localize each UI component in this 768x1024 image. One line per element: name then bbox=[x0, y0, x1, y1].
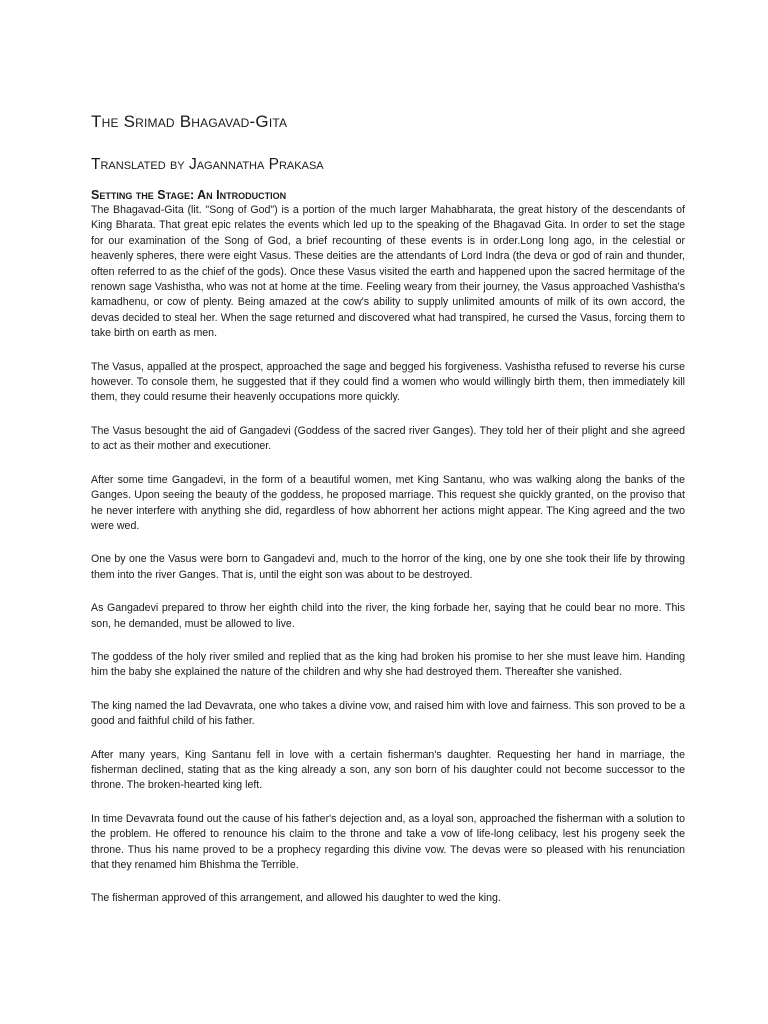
document-title: The Srimad Bhagavad-Gita bbox=[91, 112, 288, 131]
document-body bbox=[91, 112, 685, 925]
paragraph-4: After some time Gangadevi, in the form of a beautiful women, met King Santanu, who was walking along the banks of the Ganges. Upon seeing the beauty of the goddess, he proposed marriage. This request she quickly granted, on the proviso that he never interfere with anything she did, regardless of how abhorrent her actions might appear. The King agreed and the two were wed. bbox=[91, 473, 685, 532]
paragraph-10: In time Devavrata found out the cause of his father's dejection and, as a loyal son, approached the fisherman with a solution to the problem. He offered to renounce his claim to the throne and take a vow of life-long celibacy, lest his progeny seek the throne. Thus his name proved to be a prophecy regarding this divine vow. The devas were so pleased with his renunciation that they renamed him Bhishma the Terrible. bbox=[91, 812, 685, 871]
paragraph-3: The Vasus besought the aid of Gangadevi (Goddess of the sacred river Ganges). They told her of their plight and she agreed to act as their mother and executioner. bbox=[91, 424, 685, 453]
paragraph-9: After many years, King Santanu fell in love with a certain fisherman's daughter. Requesting her hand in marriage, the fisherman declined, stating that as the king already a son, any son born of his daughter could not become successor to the throne. The broken-hearted king left. bbox=[91, 748, 685, 792]
paragraph-8: The king named the lad Devavrata, one who takes a divine vow, and raised him with love and fairness. This son proved to be a good and faithful child of his father. bbox=[91, 699, 685, 728]
section-heading: Setting the Stage: An Introduction bbox=[91, 188, 287, 202]
paragraph-6: As Gangadevi prepared to throw her eighth child into the river, the king forbade her, saying that he could bear no more. This son, he demanded, must be allowed to live. bbox=[91, 602, 685, 630]
document-subtitle: Translated by Jagannatha Prakasa bbox=[91, 156, 324, 173]
paragraph-7: The goddess of the holy river smiled and replied that as the king had broken his promise to her she must leave him. Handing him the baby she explained the nature of the children and why she had destroyed them. Thereafter she vanished. bbox=[91, 650, 685, 679]
paragraph-5: One by one the Vasus were born to Gangadevi and, much to the horror of the king, one by one she took their life by throwing them into the river Ganges. That is, until the eight son was about to be destroyed. bbox=[91, 553, 685, 581]
paragraph-2: The Vasus, appalled at the prospect, approached the sage and begged his forgiveness. Vashistha refused to reverse his curse however. To console them, he suggested that if they could find a women who would willingly birth them, then immediately kill them, they could resume their heavenly occupations more quickly. bbox=[91, 360, 685, 404]
paragraph-1: The Bhagavad-Gita (lit. "Song of God") is a portion of the much larger Mahabharata, the great history of the descendants of King Bharata. That great epic relates the events which led up to the speaking of the Bhagavad Gita. In order to set the stage for our examination of the Song of God, a brief recounting of these events is in order.Long long ago, in the celestial or heavenly spheres, there were eight Vasus. These deities are the attendants of Lord Indra (the deva or god of rain and thunder, often referred to as the chief of the gods). Once these Vasus visited the earth and happened upon the sacred hermitage of the renown sage Vashistha, who was not at home at the time. Feeling weary from their journey, the Vasus approached Vashistha's kamadhenu, or cow of plenty. Being amazed at the cow's ability to supply unlimited amounts of milk of its own accord, the devas decided to steal her. When the sage returned and discovered what had transpired, he cursed the Vasus, forcing them to take birth on earth as men. bbox=[91, 204, 685, 340]
paragraph-11: The fisherman approved of this arrangement, and allowed his daughter to wed the king. bbox=[91, 892, 501, 905]
